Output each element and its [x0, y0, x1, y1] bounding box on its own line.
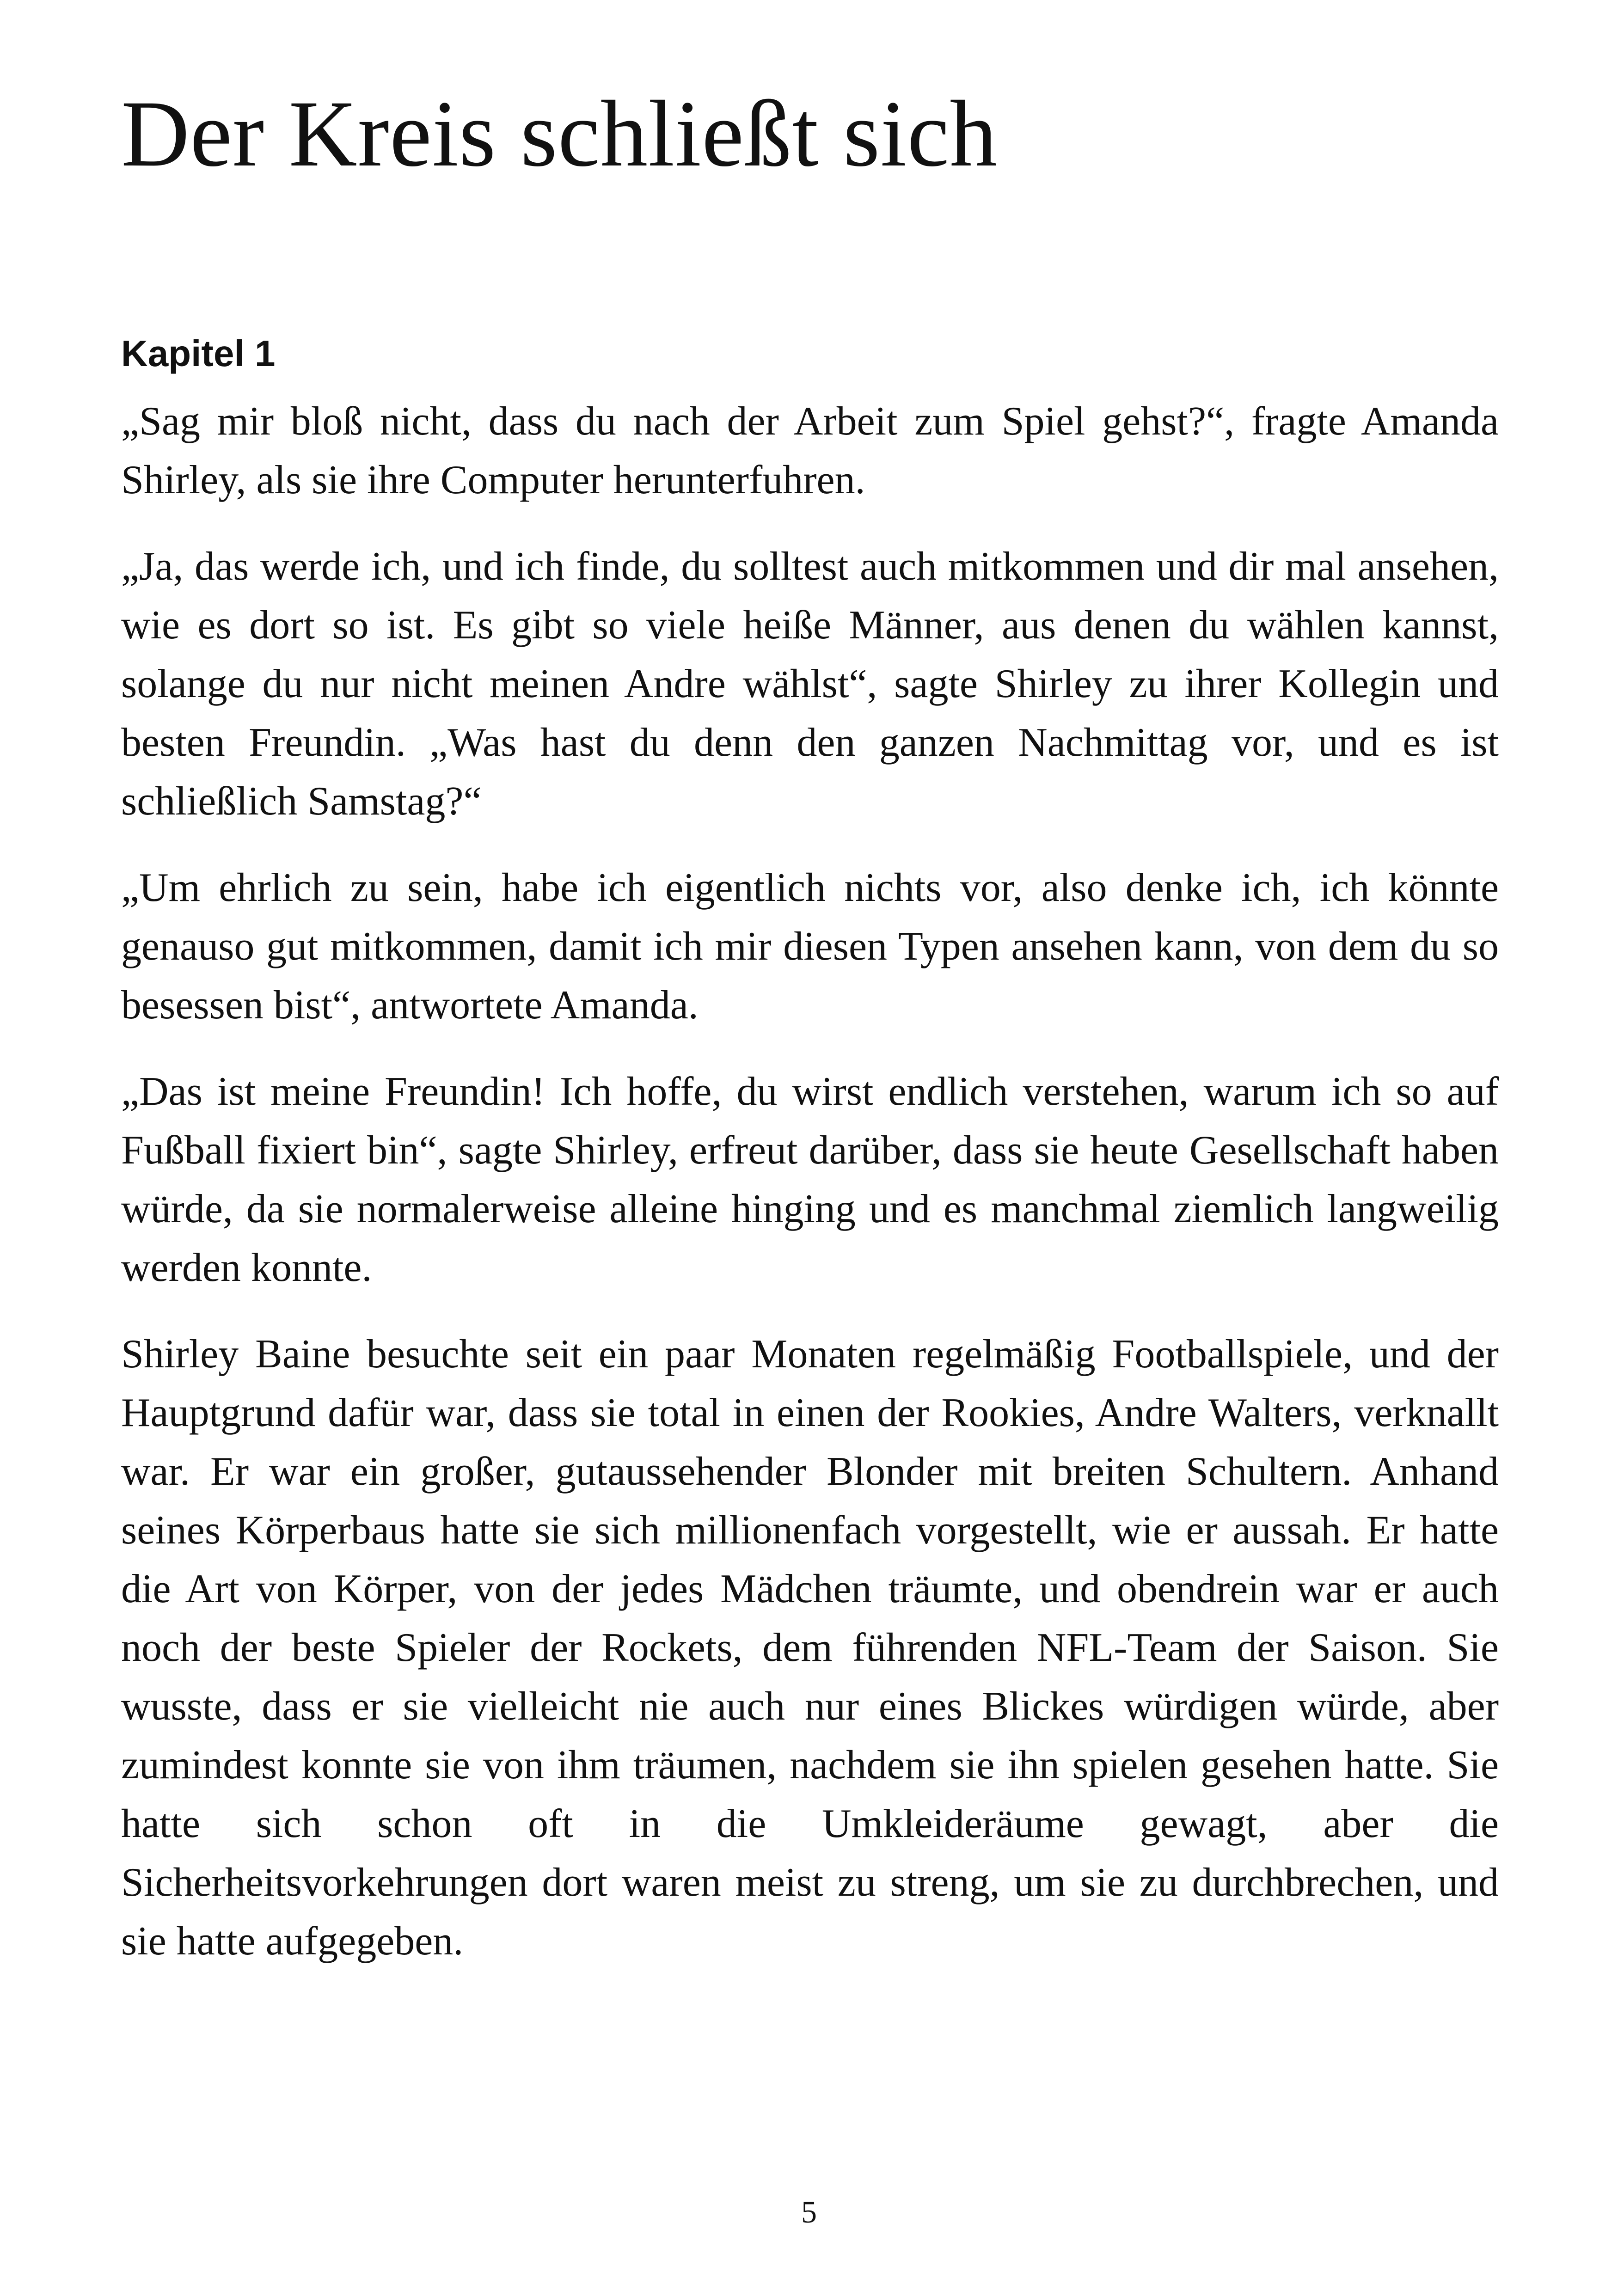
paragraph: „Sag mir bloß nicht, dass du nach der Arbeit zum Spiel gehst?“, fragte Amanda Shirley, als sie ihre Computer herunterfuhren. — [121, 399, 1499, 502]
body-text — [121, 392, 1499, 1998]
paragraph: Shirley Baine besuchte seit ein paar Monaten regelmäßig Footballspiele, und der Hauptgrund dafür war, dass sie total in einen der Rookies, Andre Walters, verknallt war. Er war ein großer, gutaussehender Blonder mit breiten Schultern. Anhand seines Körperbaus hatte sie sich millionenfach vorgestellt, wie er aussah. Er hatte die Art von Körper, von der jedes Mädchen träumte, und obendrein war er auch noch der beste Spieler der Rockets, dem führenden NFL-Team der Saison. Sie wusste, dass er sie vielleicht nie auch nur eines Blickes würdigen würde, aber zumindest konnte sie von ihm träumen, nachdem sie ihn spielen gesehen hatte. Sie hatte sich schon oft in die Umkleideräume gewagt, aber die Sicherheitsvorkehrungen dort waren meist zu streng, um sie zu durchbrechen, und sie hatte aufgegeben. — [121, 1332, 1499, 1964]
paragraph: „Ja, das werde ich, und ich finde, du solltest auch mitkommen und dir mal ansehen, wie es dort so ist. Es gibt so viele heiße Männer, aus denen du wählen kannst, solange du nur nicht meinen Andre wählst“, sagte Shirley zu ihrer Kollegin und besten Freundin. „Was hast du denn den ganzen Nachmittag vor, und es ist schließlich Samstag?“ — [121, 544, 1499, 824]
page-title: Der Kreis schließt sich — [121, 81, 998, 186]
paragraph: „Um ehrlich zu sein, habe ich eigentlich nichts vor, also denke ich, ich könnte genauso gut mitkommen, damit ich mir diesen Typen ansehen kann, von dem du so besessen bist“, antwortete Amanda. — [121, 865, 1499, 1028]
chapter-heading: Kapitel 1 — [121, 333, 276, 374]
page-number: 5 — [801, 2194, 817, 2229]
paragraph: „Das ist meine Freundin! Ich hoffe, du wirst endlich verstehen, warum ich so auf Fußball fixiert bin“, sagte Shirley, erfreut darüber, dass sie heute Gesellschaft haben würde, da sie normalerweise alleine hinging und es manchmal ziemlich langweilig werden konnte. — [121, 1069, 1499, 1290]
